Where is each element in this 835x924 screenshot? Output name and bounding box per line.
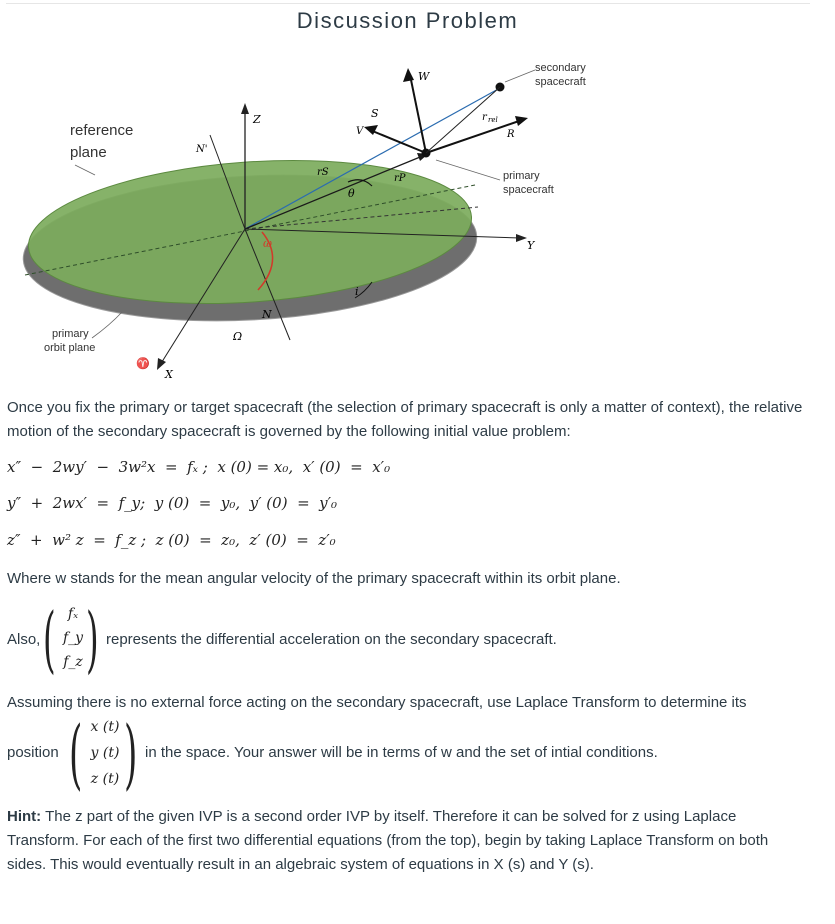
- position-suffix: in the space. Your answer will be in terms of w and the set of intial conditions.: [145, 744, 658, 761]
- label-z: Z: [253, 113, 261, 126]
- intro-paragraph: Once you fix the primary or target spacecraft (the selection of primary spacecraft is only a matter of context), the relative motion of the secondary spacecraft is governed by the following initial value problem:: [7, 399, 803, 440]
- equation-z: z″ + w² z = f_z ; z (0) = z₀, z′ (0) = z′₀: [7, 531, 336, 549]
- primary-orbit-leader: [92, 312, 122, 338]
- label-theta: θ: [348, 187, 355, 200]
- label-i: i: [355, 285, 359, 298]
- equation-x: x″ − 2wy′ − 3w²x = fₓ ; x (0) = x₀, x′ (0) = x′₀: [7, 458, 391, 476]
- label-Omega: Ω: [233, 330, 243, 343]
- also-suffix: represents the differential acceleration on the secondary spacecraft.: [106, 631, 557, 648]
- aries-symbol: ♈: [136, 358, 150, 370]
- label-primary-sc-2: spacecraft: [503, 184, 554, 196]
- label-x: X: [165, 368, 173, 381]
- label-plane: plane: [70, 144, 107, 161]
- pos-z: z (t): [90, 771, 120, 787]
- assuming-paragraph: Assuming there is no external force acting on the secondary spacecraft, use Laplace Transform to determine its: [7, 694, 747, 711]
- label-s: S: [371, 107, 379, 120]
- primary-pointer: [436, 160, 500, 180]
- label-omega: ω: [263, 237, 272, 250]
- f-vector-right-paren: ): [86, 597, 99, 681]
- label-r-p: rP: [394, 173, 406, 184]
- page-title: Discussion Problem: [296, 8, 519, 33]
- orbit-diagram: [0, 40, 835, 385]
- f-vector-left-paren: (: [43, 597, 56, 681]
- position-prefix: position: [7, 744, 59, 761]
- f-x: fₓ: [67, 606, 79, 622]
- top-divider: [6, 3, 810, 4]
- label-v: V: [356, 126, 364, 137]
- label-r-rel: r: [482, 112, 487, 123]
- position-vector: [82, 714, 128, 792]
- label-primary-orbit-2: orbit plane: [44, 342, 96, 354]
- label-r: R: [507, 129, 515, 140]
- also-prefix: Also,: [7, 631, 41, 648]
- label-n: N: [262, 308, 272, 321]
- y-axis-arrow: [516, 234, 527, 242]
- r-arrow: [515, 116, 528, 126]
- pos-y: y (t): [90, 745, 120, 761]
- label-y: Y: [527, 239, 535, 252]
- label-primary-sc-1: primary: [503, 170, 540, 182]
- w-vector: [410, 75, 426, 153]
- label-r-s: rS: [317, 167, 329, 178]
- where-paragraph: Where w stands for the mean angular velocity of the primary spacecraft within its orbit plane.: [7, 570, 621, 587]
- pos-x: x (t): [90, 719, 120, 735]
- label-secondary-2: spacecraft: [535, 76, 586, 88]
- label-w: W: [418, 70, 430, 83]
- label-secondary-1: secondary: [535, 62, 586, 74]
- hint-text: The z part of the given IVP is a second order IVP by itself. Therefore it can be solved for z using Laplace Transform. For each of the first two differential equations (from the top), begin by taking Laplace Transform on both sides. This would eventually result in an algebraic system of equations in X (s) and Y (s).: [7, 808, 769, 873]
- f-y: f_y: [62, 630, 84, 646]
- label-r-rel-sub: rel: [488, 116, 498, 124]
- f-z: f_z: [63, 654, 83, 670]
- label-primary-orbit-1: primary: [52, 328, 89, 340]
- pos-vector-left-paren: (: [69, 709, 83, 798]
- z-axis-arrow: [241, 103, 249, 114]
- label-n-prime: N': [196, 144, 208, 155]
- pos-vector-right-paren: ): [124, 709, 138, 798]
- w-arrow: [403, 68, 414, 82]
- f-vector: [58, 602, 88, 674]
- hint-label: Hint:: [7, 808, 42, 825]
- hint-paragraph: [7, 805, 807, 877]
- reference-plane-leader: [75, 165, 95, 175]
- label-reference: reference: [70, 122, 134, 139]
- equation-y: y″ + 2wx′ = f_y; y (0) = y₀, y′ (0) = y′₀: [7, 494, 338, 512]
- secondary-pointer: [505, 70, 535, 82]
